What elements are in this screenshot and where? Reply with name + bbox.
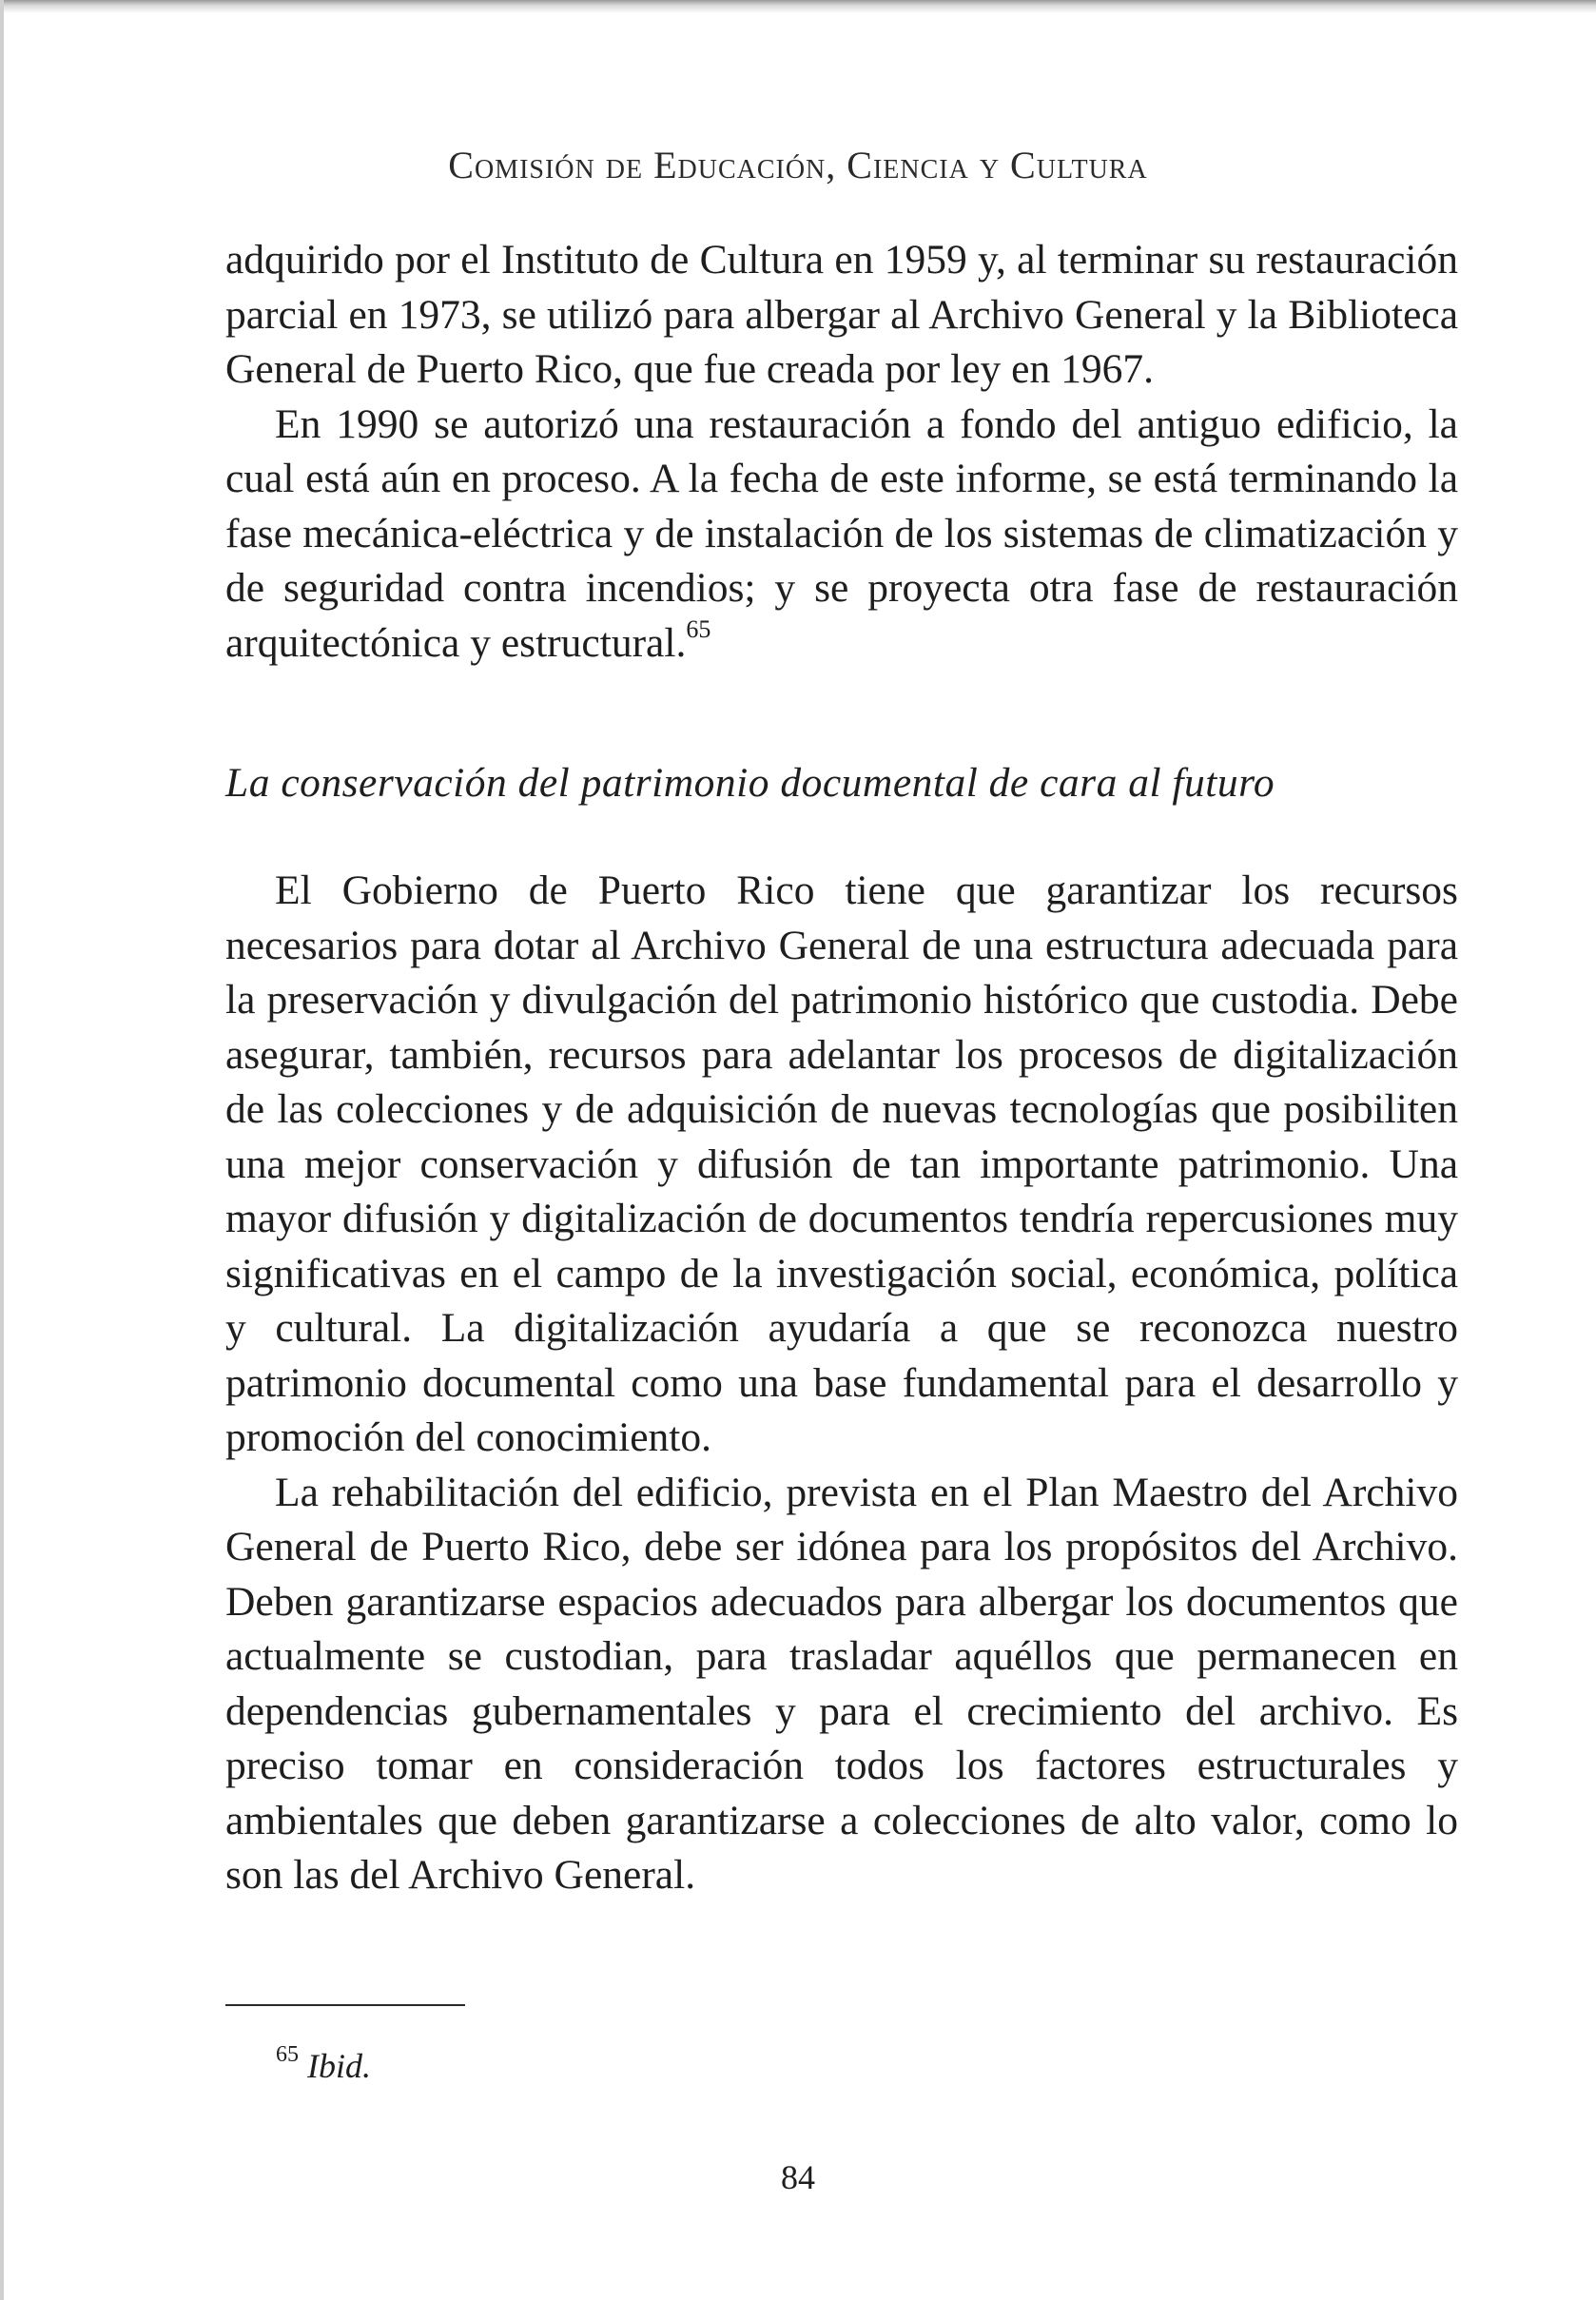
running-head: Comisión de Educación, Ciencia y Cultura (448, 144, 1148, 186)
footnote-text: Ibid. (307, 2047, 371, 2085)
footnote-reference[interactable]: 65 (686, 615, 711, 643)
page-top-edge (0, 0, 1596, 13)
footnote-divider (225, 2004, 465, 2006)
paragraph-1 (225, 233, 1458, 398)
paragraph-2 (225, 398, 1458, 672)
footnote (276, 2043, 371, 2089)
body-text-top (225, 233, 1458, 671)
paragraph-2-text: En 1990 se autorizó una restauración a fondo del antiguo edificio, la cual está aún en proceso. A la fecha de este informe, se está terminando la fase mecánica-eléctrica y de instalación de los sistemas de climatización y de seguridad contra incendios; y se proyecta otra fase de restauración arquitectónica y estructural. (225, 400, 1458, 666)
page-left-edge (0, 0, 4, 2300)
body-text-bottom (225, 864, 1458, 1903)
footnote-number: 65 (276, 2042, 299, 2067)
section-heading: La conservación del patrimonio documental de cara al futuro (225, 760, 1275, 806)
paragraph-4: La rehabilitación del edificio, prevista en el Plan Maestro del Archivo General de Puerto Rico, debe ser idónea para los propósitos del Archivo. Deben garantizarse espacios adecuados para albergar los documentos que actualmente se custodian, para trasladar aquéllos que permanecen en dependencias gubernamentales y para el crecimiento del archivo. Es preciso tomar en consideración todos los factores estructurales y ambientales que deben garantizarse a colecciones de alto valor, como lo son las del Archivo General. (225, 1469, 1458, 1898)
paragraph-3: El Gobierno de Puerto Rico tiene que garantizar los recursos necesarios para dotar al Archivo General de una estructura adecuada para la preservación y divulgación del patrimonio histórico que custodia. Debe asegurar, también, recursos para adelantar los procesos de digitalización de las colecciones y de adquisición de nuevas tecnologías que posibiliten una mejor conservación y difusión de tan importante patrimonio. Una mayor difusión y digitalización de documentos tendría repercusiones muy significativas en el campo de la investigación social, económica, política y cultural. La digitalización ayudaría a que se reconozca nuestro patrimonio documental como una base fundamental para el desarrollo y promoción del conocimiento. (225, 867, 1458, 1460)
page-number: 84 (781, 2158, 815, 2196)
paragraph-1-text: adquirido por el Instituto de Cultura en 1959 y, al terminar su restauración parcial en 1973, se utilizó para albergar al Archivo General y la Biblioteca General de Puerto Rico, que fue creada por ley en 1967. (225, 237, 1458, 392)
